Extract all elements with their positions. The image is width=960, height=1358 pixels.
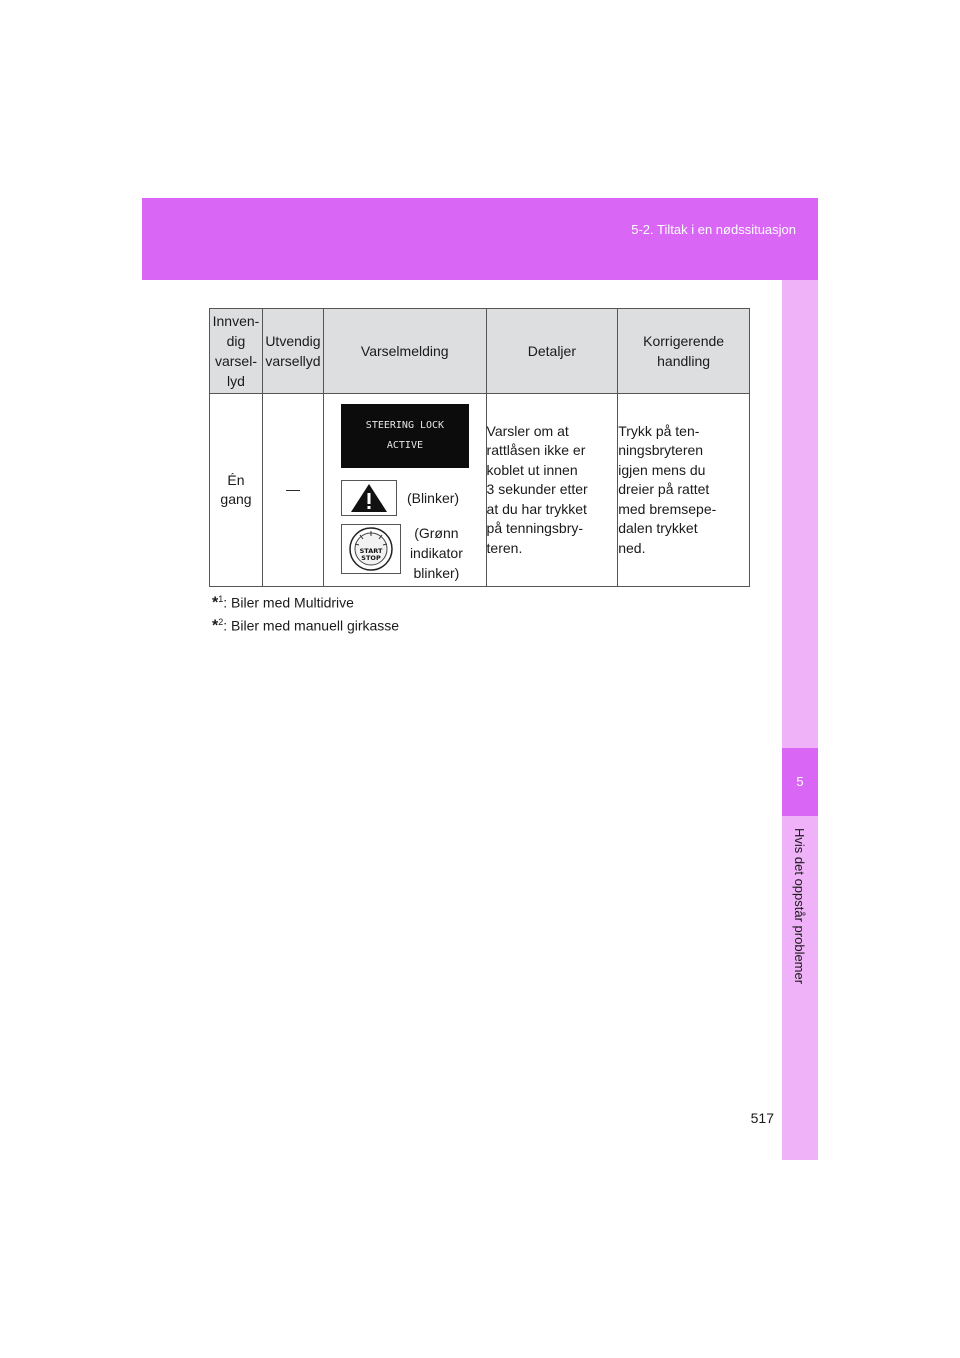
text-line: at du har trykket [486, 500, 587, 517]
stop-label: STOP [361, 554, 381, 562]
header-band [142, 198, 818, 280]
text-line: dreier på rattet [618, 481, 710, 498]
text-line: med bremsepe- [618, 500, 717, 517]
text-line: på tenningsbry- [486, 520, 584, 537]
text-line: teren. [486, 539, 523, 556]
header-line: varsel- [214, 353, 257, 369]
display-line: STEERING LOCK [365, 420, 445, 431]
text-line: ningsbryteren [618, 442, 704, 459]
text-line: Varsler om at [486, 422, 569, 439]
table-header-row [210, 309, 750, 394]
text-line: rattlåsen ikke er [486, 442, 586, 459]
text-line: koblet ut innen [486, 461, 578, 478]
chapter-number[interactable]: 5 [782, 748, 818, 816]
cell-line: gang [220, 491, 252, 507]
header-exterior-buzzer [262, 309, 323, 394]
cell-action [618, 394, 750, 587]
header-line: Utvendig [265, 333, 321, 349]
label-line: (Grønn [414, 525, 459, 541]
text-line: dalen trykket [618, 520, 698, 537]
cell-message [323, 394, 486, 587]
section-title: 5-2. Tiltak i en nødssituasjon [631, 222, 796, 237]
green-indicator-label [410, 523, 463, 583]
cell-exterior: — [262, 394, 323, 587]
header-line: varsellyd [265, 353, 321, 369]
warning-table [209, 308, 750, 587]
header-details: Detaljer [486, 309, 618, 394]
footnote [212, 590, 399, 613]
chapter-title-text: Hvis det oppstår problemer [792, 828, 807, 985]
label-line: indikator [409, 545, 463, 561]
header-action [618, 309, 750, 394]
steering-lock-display [341, 404, 469, 468]
header-line: lyd [227, 373, 245, 389]
display-line: ACTIVE [386, 440, 423, 451]
table-row [210, 394, 750, 587]
header-message: Varselmelding [323, 309, 486, 394]
footnotes [212, 590, 399, 635]
warning-triangle-icon [341, 480, 397, 516]
start-stop-button-icon [341, 524, 401, 574]
footnote-sup: 1 [218, 594, 224, 604]
text-line: Trykk på ten- [618, 422, 700, 439]
cell-interior [210, 394, 263, 587]
page-number: 517 [750, 1110, 774, 1126]
text-line: ned. [618, 539, 646, 556]
footnote-text: : Biler med manuell girkasse [223, 617, 400, 634]
blink-label: (Blinker) [406, 490, 460, 506]
text-line: igjen mens du [618, 461, 706, 478]
header-line: Innven- [212, 313, 260, 329]
side-tab-strip [782, 280, 818, 1160]
footnote-mark: * [212, 617, 219, 635]
header-line: dig [226, 333, 246, 349]
label-line: blinker) [413, 565, 460, 581]
cell-details [486, 394, 618, 587]
header-line: handling [657, 353, 711, 369]
start-label: START [359, 547, 383, 555]
chapter-title [782, 828, 818, 1028]
footnote-sup: 2 [218, 616, 224, 627]
header-interior-buzzer [210, 309, 263, 394]
header-line: Korrigerende [643, 333, 725, 349]
cell-line: Én [227, 471, 245, 488]
footnote [212, 613, 399, 636]
footnote-mark: * [212, 594, 219, 612]
footnote-text: : Biler med Multidrive [223, 594, 354, 611]
text-line: 3 sekunder etter [486, 481, 588, 498]
